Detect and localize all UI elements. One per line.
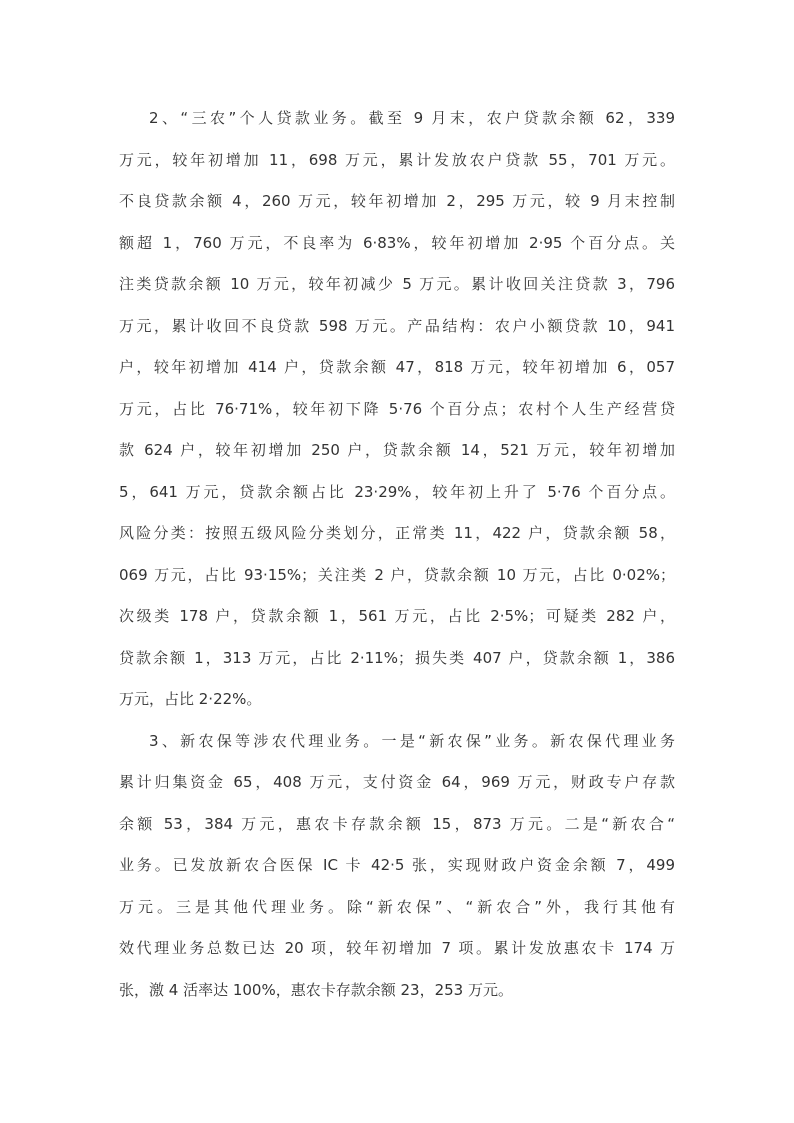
paragraph-agency-business xyxy=(119,721,675,1012)
text-line: 业务。已发放新农合医保 IC 卡 42·5 张，实现财政户资金余额 7，499 xyxy=(119,856,675,874)
text-line: 次级类 178 户，贷款余额 1，561 万元，占比 2·5%；可疑类 282 户， xyxy=(119,607,675,625)
text-line: 累计归集资金 65，408 万元，支付资金 64，969 万元，财政专户存款 xyxy=(119,773,675,791)
text-line: 户，较年初增加 414 户，贷款余额 47，818 万元，较年初增加 6，057 xyxy=(119,358,675,376)
text-line: 张，激 4 活率达 100%，惠农卡存款余额 23，253 万元。 xyxy=(119,980,513,999)
text-line: 2、“三农”个人贷款业务。截至 9 月末，农户贷款余额 62，339 xyxy=(149,109,675,127)
text-line: 3、新农保等涉农代理业务。一是“新农保”业务。新农保代理业务 xyxy=(149,731,675,750)
text-line: 万元，占比 76·71%，较年初下降 5·76 个百分点；农村个人生产经营贷 xyxy=(119,399,675,418)
paragraph-rural-personal-loans xyxy=(119,98,675,721)
text-line: 款 624 户，较年初增加 250 户，贷款余额 14，521 万元，较年初增加 xyxy=(119,441,675,459)
text-line: 万元，累计收回不良贷款 598 万元。产品结构：农户小额贷款 10，941 xyxy=(119,316,675,335)
text-line: 注类贷款余额 10 万元，较年初减少 5 万元。累计收回关注贷款 3，796 xyxy=(119,275,675,293)
text-line: 风险分类：按照五级风险分类划分，正常类 11，422 户，贷款余额 58， xyxy=(119,524,675,542)
text-line: 不良贷款余额 4，260 万元，较年初增加 2，295 万元，较 9 月末控制 xyxy=(119,192,675,210)
text-line: 万元，较年初增加 11，698 万元，累计发放农户贷款 55，701 万元。 xyxy=(119,150,675,169)
text-line: 万元，占比 2·22%。 xyxy=(119,690,262,708)
text-line: 万元。三是其他代理业务。除“新农保”、“新农合”外，我行其他有 xyxy=(119,897,675,916)
text-line: 5，641 万元，贷款余额占比 23·29%，较年初上升了 5·76 个百分点。 xyxy=(119,482,675,501)
text-line: 贷款余额 1，313 万元，占比 2·11%；损失类 407 户，贷款余额 1，386 xyxy=(119,648,675,667)
text-line: 069 万元，占比 93·15%；关注类 2 户，贷款余额 10 万元，占比 0·02%； xyxy=(119,565,675,584)
document-body xyxy=(119,98,675,1011)
text-line: 余额 53，384 万元，惠农卡存款余额 15，873 万元。二是“新农合“ xyxy=(119,814,675,833)
text-line: 效代理业务总数已达 20 项，较年初增加 7 项。累计发放惠农卡 174 万 xyxy=(119,939,675,957)
text-line: 额超 1，760 万元，不良率为 6·83%，较年初增加 2·95 个百分点。关 xyxy=(119,233,675,252)
